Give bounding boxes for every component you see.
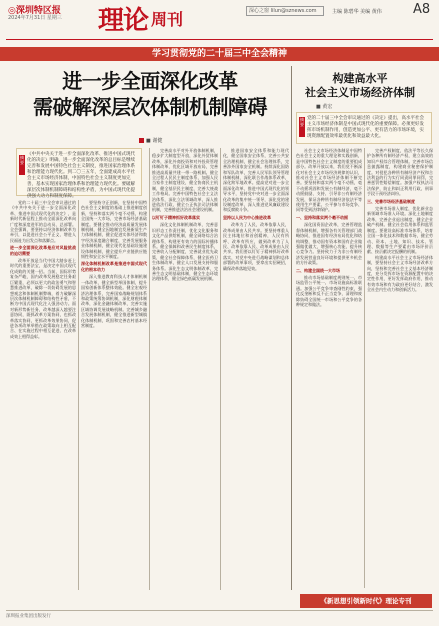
subheading: 坚持以人民为中心推进改革	[223, 214, 271, 220]
main-abstract-text: 《中共中央关于进一步全面深化改革、推进中国式现代化的决定》明确，进一步全面深化改革的总目标是继续完善和发展中国特色社会主义制度，推进国家治理体系和治理能力现代化。到二〇三五年，全面建成高水平社会主义市场经济体制，中国特色社会主义制度更加完善，基本实现国家治理体系和治理能力现代化。要破解深层次体制机制障碍和结构性矛盾，为中国式现代化提供强大动力和制度保障。	[27, 152, 135, 199]
right-col-1	[296, 148, 362, 588]
right-abstract	[296, 112, 432, 144]
column-divider	[149, 148, 150, 590]
paragraph: 推动市场基础制度规则统一、市场监管公平统一、市场设施高标准联通。加强公平竞争审查刚性约束，强化反垄断和反不正当竞争，清理和废除妨碍全国统一市场和公平竞争的各种规定和做法。	[296, 274, 362, 307]
paragraph: 完善市场准入制度，优化新业态新领域市场准入环境。深化土地制度改革，完善企业退出制度，健全企业破产机制。健全社会信用体系和监管制度。要建设高标准市场体系，培育全国一体化技术和数据市场，健全劳动、资本、土地、知识、技术、管理、数据等生产要素由市场评价贡献、按贡献决定报酬的机制。	[367, 206, 433, 255]
paragraph: 改革为了人民，改革依靠人民，改革成果由人民共享。要坚持尊重人民主体地位和首创精神，人民有所呼、改革有所应，做到改革为了人民、改革依靠人民、改革成果由人民共享。我们要以钉钉子精神抓好改革落实，对党中央进行战略谋划和总体部署的改革事项，要拿出实招硬招，确保改革落地见效。	[223, 222, 289, 271]
page-number: A8	[413, 2, 431, 17]
abstract-tag: 摘要	[19, 155, 25, 175]
section-contact-box: 深心之窗 lilun@sznews.com	[246, 6, 324, 16]
column-divider	[78, 200, 79, 590]
subheading: 一、坚持和落实两个毫不动摇	[296, 214, 348, 220]
main-byline	[139, 137, 162, 144]
subheading: 以钉钉子精神抓好改革落实	[152, 214, 200, 220]
right-title-line-2: 社会主义市场经济体制	[305, 86, 415, 99]
byline-marker-icon	[139, 138, 144, 143]
right-title-line-1: 构建高水平	[332, 72, 388, 85]
editors-credit: 主编 陈碧华 美编 黄伟	[332, 9, 382, 15]
footer-rule	[6, 610, 433, 611]
paragraph: 深化文化体制机制改革，完善意识形态工作责任制，优化文化服务和文化产品供给机制，健全网络综合治理体系，构建更有效力的国际传播体系。健全保障和改善民生制度体系，完善收入分配制度，完善就业优先政策，健全社会保障体系，健全医药卫生体制改革，健全人口发展支持和服务体系。深化生态文明体制改革，完善生态文明基础体制，健全生态环境治理体系，健全绿色低碳发展机制。	[152, 222, 218, 282]
newspaper-logo: ◎深圳特区报	[8, 6, 61, 16]
right-article-title	[290, 72, 430, 100]
article-divider	[291, 66, 292, 590]
main-abstract	[16, 148, 142, 199]
series-slogan: 《新思想引领新时代》理论专刊	[300, 594, 432, 608]
paragraph: 党的二十届三中全会审议通过的《中共中央关于进一步全面深化改革、推进中国式现代化的决定》，是新时代新征程上推动全面深化改革向广度和深度进军的总动员、总部署。全会强调，要坚持以经济体制改革为牵引，以促进社会公平正义、增进人民福祉为出发点和落脚点。	[10, 200, 76, 243]
dateline: 2024年7月31日 星期三	[8, 15, 62, 21]
main-col-3	[152, 148, 218, 590]
paragraph: 构建高水平社会主义市场经济体制，要坚持社会主义市场经济改革方向，坚持和完善社会主义基本经济制度，充分发挥市场在资源配置中的决定性作用，更好发挥政府作用，推动有效市场和有为政府更好结合，激发全社会内生动力和创新活力。	[367, 254, 433, 293]
paragraph: 完善产权制度，依法平等长久保护各种所有制经济产权，建立高效的知识产权综合管理体制。完善市场信息披露制度，构建商业秘密保护制度。对侵犯各种所有制经济产权和合法利益的行为实行同责同罪同罚，完善惩罚性赔偿制度。加强产权执法司法保护，防止和纠正利用行政、刑事手段干预经济纠纷。	[367, 148, 433, 197]
main-col-1	[10, 200, 76, 590]
paragraph: 社会主义市场经济体制是中国特色社会主义的重大理论和实践创新，是中国特色社会主义制度的重要组成部分。改革开放以来，我们党不断深化对社会主义市场经济规律的认识，推动社会主义市场经济体制不断完善。要坚持和落实两个毫不动摇，毫不动摇巩固和发展公有制经济，毫不动摇鼓励、支持、引导非公有制经济发展，保证各种所有制经济依法平等使用生产要素、公平参与市场竞争、同等受到法律保护。	[296, 148, 362, 213]
subheading: 三、完善市场经济基础制度	[367, 198, 415, 204]
topic-banner: 学习贯彻党的二十届三中全会精神	[0, 47, 439, 61]
masthead	[0, 0, 439, 48]
right-byline: ■ 黄宏	[316, 104, 333, 110]
footer-text: 深圳报业集团出版发行	[6, 614, 51, 619]
right-col-2	[367, 148, 433, 588]
right-abstract-text: 党的二十届三中全会审议通过的《决定》提出，高水平社会主义市场经济体制是中国式现代化的重要保障。必须更好发挥市场机制作用，创造更加公平、更有活力的市场环境，实现资源配置效率最优化和效益最大化。	[307, 116, 424, 139]
section-brand-sub: 周刊	[151, 10, 184, 29]
headline-line-2: 需破解深层次体制机制障碍	[33, 95, 267, 119]
subheading: 二、构建全国统一大市场	[296, 267, 340, 273]
column-divider	[220, 148, 221, 590]
abstract-tag: 摘要	[299, 117, 305, 137]
main-col-4	[223, 148, 289, 590]
headline-line-1: 进一步全面深化改革	[62, 69, 238, 93]
main-byline-text: ■ 谢健	[146, 138, 163, 144]
paragraph: 推进国家安全体系和能力现代化，健全国家安全体系，完善公共安全治理机制，健全社会治理体系，完善涉外国家安全机制。持续深化国防和军队改革，完善人民军队领导管理体制机制，深化联合作战体系改革，深化跨军地改革。提高党对进一步全面深化改革、推进中国式现代化的领导水平，坚持党中央对进一步全面深化改革的集中统一领导，深化党的建设制度改革，深入推进党风廉政建设和反腐败斗争。	[223, 148, 289, 213]
main-col-2	[81, 200, 147, 590]
masthead-rule	[6, 39, 433, 40]
paragraph: 完善高水平对外开放体制机制，稳步扩大制度型开放，深化外贸体制改革，深化外商投资和对外投资管理体制改革，优化区域开放布局，完善推进高质量共建一带一路机制。健全全过程人民民主制度体系，加强人民当家作主制度建设，健全协商民主机制，健全基层民主制度，完善大统战工作格局。完善中国特色社会主义法治体系，深化立法领域改革，深入推进依法行政，健全公正执法司法体制机制，完善推进法治社会建设机制。	[152, 148, 218, 213]
paragraph: 要坚持守正创新，在坚持中国特色社会主义制度的基础上推进制度创新，坚持和落实两个毫不动摇，构建全国统一大市场，完善市场经济基础制度。要健全推动经济高质量发展体制机制，健全因地制宜发展新质生产力体制机制，健全促进实体经济和数字经济深度融合制度，完善发展服务业体制机制，健全现代化基础设施建设体制机制，健全提升产业链供应链韧性和安全水平制度。	[81, 200, 147, 260]
paragraph: 深化国资国企改革，完善管理监督体制机制，增强各有关管理部门战略协同，推进国有经济布局优化和结构调整，推动国有资本和国有企业做强做优做大，增强核心功能，提升核心竞争力。坚持致力于为非公有制经济发展营造良好环境和提供更多机会的方针政策。	[296, 222, 362, 266]
subheading: 进一步全面深化改革是应对风险挑战的迫切需要	[10, 245, 76, 256]
subheading: 深化体制机制改革是推进中国式现代化的根本动力	[81, 261, 147, 272]
section-brand-main: 理论	[98, 6, 149, 36]
column-divider	[364, 148, 365, 588]
paragraph: 深入推进教育科技人才体制机制一体改革，健全新型举国体制，提升国家创新体系整体效能。健全宏观经济治理体系，完善国家战略规划体系和政策统筹协调机制，深化财税体制改革，深化金融体制改革，完善实施区域协调发展战略机制。完善城乡融合发展体制机制，健全推进新型城镇化体制机制，巩固和完善农村基本经营制度。	[81, 274, 147, 328]
paragraph: 改革开放是当代中国大踏步赶上时代的重要法宝，是决定中国式现代化成败的关键一招。当前，国际形势复杂严峻，国内改革发展稳定任务艰巨繁重，必须以更大的政治勇气和智慧推进改革，破除一切妨碍发展的思想观念和体制机制弊端，着力破解深层次体制机制障碍和结构性矛盾，不断为中国式现代化注入强劲动力。面对新形势新任务，改革越深入越要注意协同，既抓改革方案协同，也抓改革落实协同，更抓改革效果协同，促进各项改革举措在政策取向上相互配合、在实施过程中相互促进、在改革成效上相得益彰。	[10, 258, 76, 339]
main-headline	[10, 68, 290, 134]
